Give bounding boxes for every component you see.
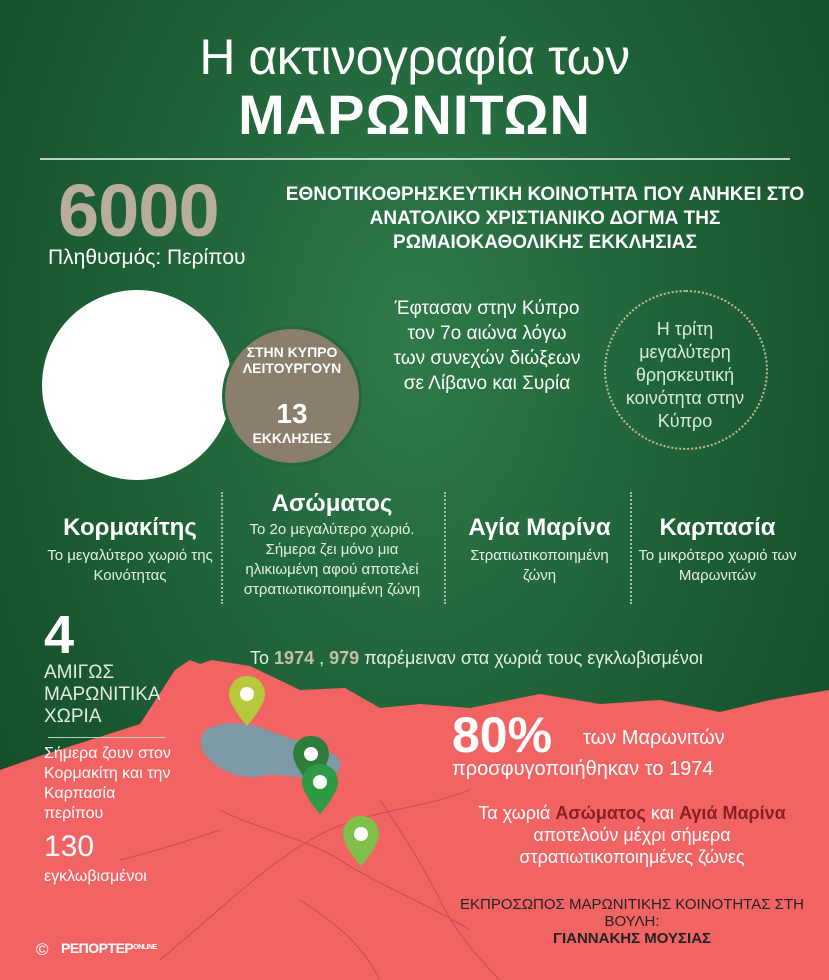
churches-bottom-text: ΕΚΚΛΗΣΙΕΣ bbox=[252, 430, 332, 446]
enclaved-text: Σήμερα ζουν στον Κορμακίτη και την Καρπασία περίπου bbox=[44, 745, 171, 822]
refugee-percent: 80% bbox=[452, 707, 553, 763]
representative-title: ΕΚΠΡΟΣΩΠΟΣ ΜΑΡΩΝΙΤΙΚΗΣ ΚΟΙΝΟΤΗΤΑΣ ΣΤΗ ΒΟΥΛΗ: bbox=[460, 896, 804, 930]
title-divider bbox=[40, 158, 790, 160]
year-1974-year: 1974 bbox=[274, 648, 315, 668]
military-prefix: Τα χωριά bbox=[478, 803, 551, 823]
reporter-logo bbox=[58, 938, 160, 958]
military-and: και bbox=[650, 803, 675, 823]
village-name-karpasia: Καρπασία bbox=[659, 514, 776, 541]
lebanon-circle-text: Το υψηλότερο ποσοστό Μαρωνιτών σε σχέση με άλλες θρησκείες καταγράφεται στον Λίβανο bbox=[66, 304, 208, 421]
representative-name: ΓΙΑΝΝΑΚΗΣ ΜΟΥΣΙΑΣ bbox=[552, 930, 712, 947]
copyright-symbol: © bbox=[36, 940, 49, 959]
title-line1: Η ακτινογραφία των bbox=[199, 29, 630, 85]
village-name-kormakitis: Κορμακίτης bbox=[63, 514, 197, 541]
military-village-2: Αγιά Μαρίνα bbox=[679, 803, 786, 823]
population-number: 6000 bbox=[58, 169, 219, 252]
population-label: Πληθυσμός: Περίπου bbox=[48, 246, 246, 269]
logo-brand: ΡΕΠΟΡΤΕΡ bbox=[61, 940, 134, 956]
year-1974-sep: , bbox=[319, 648, 325, 668]
village-divider bbox=[221, 492, 223, 604]
churches-number: 13 bbox=[276, 398, 308, 429]
logo-suffix: ONLINE bbox=[133, 944, 157, 951]
third-largest-text: Η τρίτη μεγαλύτερη θρησκευτική κοινότητα στην Κύπρο bbox=[625, 319, 745, 431]
village-divider bbox=[444, 492, 446, 604]
year-1974-suffix: παρέμειναν στα χωριά τους εγκλωβισμένοι bbox=[364, 648, 703, 668]
village-name-agia-marina: Αγία Μαρίνα bbox=[468, 514, 611, 541]
arrival-text: Έφτασαν στην Κύπρο τον 7ο αιώνα λόγω των συνεχών διώξεων σε Λίβανο και Συρία bbox=[393, 298, 581, 394]
refugee-text-1: των Μαρωνιτών bbox=[583, 727, 725, 749]
enclaved-number: 130 bbox=[44, 830, 95, 863]
year-1974-prefix: Το bbox=[250, 648, 270, 668]
military-zones-text bbox=[452, 802, 812, 868]
enclaved-label: εγκλωβισμένοι bbox=[44, 868, 147, 885]
title-line2: ΜΑΡΩΝΙΤΩΝ bbox=[238, 83, 591, 146]
military-suffix: αποτελούν μέχρι σήμερα στρατιωτικοποιημένες ζώνες bbox=[519, 825, 745, 867]
military-village-1: Ασώματος bbox=[555, 803, 646, 823]
village-desc-kormakitis: Το μεγαλύτερο χωριό της Κοινότητας bbox=[47, 547, 213, 584]
village-desc-karpasia: Το μικρότερο χωριό των Μαρωνιτών bbox=[638, 547, 797, 584]
village-name-asomatos: Ασώματος bbox=[271, 490, 393, 517]
community-description: ΕΘΝΟΤΙΚΟΘΡΗΣΚΕΥΤΙΚΗ ΚΟΙΝΟΤΗΤΑ ΠΟΥ ΑΝΗΚΕΙ ΣΤΟ ΑΝΑΤΟΛΙΚΟ ΧΡΙΣΤΙΑΝΙΚΟ ΔΟΓΜΑ ΤΗΣ ΡΩΜΑΙΟΚΑΘΟΛΙΚΗΣ ΕΚΚΛΗΣΙΑΣ bbox=[285, 184, 805, 253]
village-desc-agia-marina: Στρατιωτικοποιημένη ζώνη bbox=[470, 547, 609, 584]
refugee-text-2: προσφυγοποιήθηκαν το 1974 bbox=[452, 758, 714, 780]
village-desc-asomatos: Το 2ο μεγαλύτερο χωριό. Σήμερα ζει μόνο μια ηλικιωμένη αφού αποτελεί στρατιωτικοποιημένη ζώνη bbox=[243, 521, 421, 598]
churches-top-text: ΣΤΗΝ ΚΥΠΡΟ ΛΕΙΤΟΥΡΓΟΥΝ bbox=[242, 344, 342, 376]
pure-villages-label: ΑΜΙΓΩΣ ΜΑΡΩΝΙΤΙΚΑ ΧΩΡΙΑ bbox=[44, 662, 160, 727]
left-divider bbox=[48, 737, 166, 738]
year-1974-count: 979 bbox=[329, 648, 360, 668]
year-1974-text bbox=[250, 648, 810, 669]
pure-villages-number: 4 bbox=[44, 605, 75, 665]
